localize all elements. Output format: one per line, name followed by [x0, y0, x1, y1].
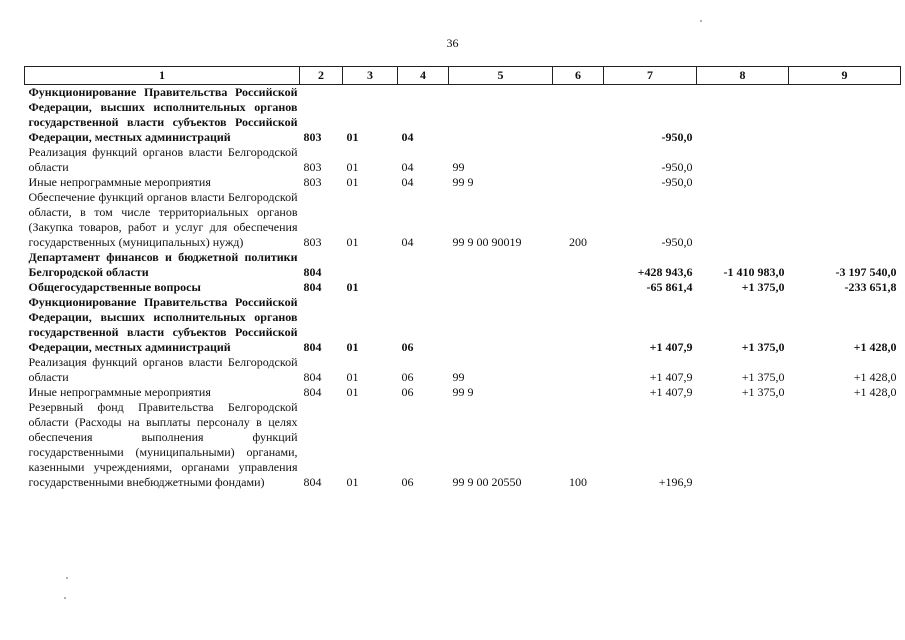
subsection-code — [398, 280, 449, 295]
amount-col7: +196,9 — [658, 475, 693, 489]
target-article-code: 99 — [452, 160, 465, 174]
amount-col9 — [789, 175, 901, 190]
admin-code: 804 — [303, 370, 322, 384]
admin-code: 804 — [303, 280, 322, 294]
table-body — [25, 85, 901, 491]
item-name: Реализация функций органов власти Белгородской области — [28, 145, 298, 174]
table-row — [25, 280, 901, 295]
amount-col9: -3 197 540,0 — [835, 265, 897, 279]
item-name: Департамент финансов и бюджетной политики Белгородской области — [28, 250, 298, 279]
section-code: 01 — [346, 340, 359, 354]
table-row — [25, 190, 901, 250]
expense-type-code — [553, 85, 604, 146]
amount-col9 — [789, 190, 901, 250]
amount-col8: +1 375,0 — [741, 340, 785, 354]
amount-col7: -950,0 — [661, 175, 693, 189]
column-header: 4 — [398, 67, 449, 85]
section-code: 01 — [346, 475, 359, 489]
expense-type-code: 200 — [569, 235, 587, 249]
subsection-code — [398, 250, 449, 280]
amount-col7: -950,0 — [661, 235, 693, 249]
amount-col7: -65 861,4 — [646, 280, 693, 294]
column-header: 6 — [553, 67, 604, 85]
amount-col7: +1 407,9 — [649, 340, 693, 354]
amount-col7: -950,0 — [661, 160, 693, 174]
amount-col8: +1 375,0 — [741, 385, 785, 399]
admin-code: 803 — [303, 130, 322, 144]
amount-col8: +1 375,0 — [741, 370, 785, 384]
column-header: 1 — [25, 67, 300, 85]
subsection-code: 06 — [401, 385, 414, 399]
amount-col8 — [697, 400, 789, 490]
section-code: 01 — [346, 130, 359, 144]
subsection-code: 06 — [401, 340, 414, 354]
page-number: 36 — [446, 36, 459, 50]
amount-col9: +1 428,0 — [853, 385, 897, 399]
table-row — [25, 175, 901, 190]
amount-col9 — [789, 85, 901, 146]
amount-col9: +1 428,0 — [853, 340, 897, 354]
table-row — [25, 400, 901, 490]
item-name: Функционирование Правительства Российской Федерации, высших исполнительных органов государственной власти субъектов Российской Федерации, местных администраций — [28, 85, 298, 144]
subsection-code: 04 — [401, 130, 414, 144]
admin-code: 804 — [303, 385, 322, 399]
scan-speck — [64, 597, 66, 599]
item-name: Иные непрограммные мероприятия — [28, 385, 211, 399]
column-header: 8 — [697, 67, 789, 85]
admin-code: 804 — [303, 340, 322, 354]
budget-table — [24, 66, 901, 490]
target-article-code: 99 9 00 90019 — [452, 235, 522, 249]
subsection-code: 06 — [401, 475, 414, 489]
expense-type-code — [553, 175, 604, 190]
item-name: Общегосударственные вопросы — [28, 280, 201, 294]
section-code: 01 — [346, 160, 359, 174]
subsection-code: 04 — [401, 160, 414, 174]
section-code — [343, 250, 398, 280]
target-article-code: 99 9 00 20550 — [452, 475, 522, 489]
amount-col8: -1 410 983,0 — [723, 265, 785, 279]
amount-col9 — [789, 145, 901, 175]
expense-type-code — [553, 355, 604, 385]
table-row — [25, 85, 901, 146]
admin-code: 804 — [303, 475, 322, 489]
scan-speck — [700, 20, 702, 22]
header-row — [25, 67, 901, 85]
amount-col8 — [697, 190, 789, 250]
expense-type-code — [553, 145, 604, 175]
item-name: Обеспечение функций органов власти Белгородской области, в том числе территориальных органов (Закупка товаров, работ и услуг для обеспечения государственных (муниципальных) нужд) — [28, 190, 298, 249]
amount-col7: -950,0 — [661, 130, 693, 144]
admin-code: 803 — [303, 175, 322, 189]
section-code: 01 — [346, 235, 359, 249]
expense-type-code — [553, 280, 604, 295]
column-header: 3 — [343, 67, 398, 85]
item-name: Иные непрограммные мероприятия — [28, 175, 211, 189]
amount-col9 — [789, 400, 901, 490]
item-name: Реализация функций органов власти Белгородской области — [28, 355, 298, 384]
amount-col7: +1 407,9 — [649, 370, 693, 384]
expense-type-code: 100 — [569, 475, 587, 489]
section-code: 01 — [346, 370, 359, 384]
section-code: 01 — [346, 175, 359, 189]
target-article-code: 99 9 — [452, 385, 474, 399]
table-row — [25, 385, 901, 400]
column-header: 2 — [300, 67, 343, 85]
amount-col9: +1 428,0 — [853, 370, 897, 384]
amount-col9: -233 651,8 — [844, 280, 897, 294]
amount-col8 — [697, 85, 789, 146]
admin-code: 803 — [303, 160, 322, 174]
target-article-code: 99 — [452, 370, 465, 384]
admin-code: 804 — [303, 265, 322, 279]
section-code: 01 — [346, 280, 359, 294]
item-name: Резервный фонд Правительства Белгородской области (Расходы на выплаты персоналу в целях обеспечения выполнения функций государственными (муниципальными) органами, казенными учреждениями, органами управления государственными внебюджетными фондами) — [28, 400, 298, 489]
table-row — [25, 250, 901, 280]
amount-col8 — [697, 145, 789, 175]
subsection-code: 04 — [401, 175, 414, 189]
column-header: 7 — [604, 67, 697, 85]
subsection-code: 04 — [401, 235, 414, 249]
expense-type-code — [553, 250, 604, 280]
expense-type-code — [553, 295, 604, 355]
target-article-code — [449, 280, 553, 295]
item-name: Функционирование Правительства Российской Федерации, высших исполнительных органов государственной власти субъектов Российской Федерации, местных администраций — [28, 295, 298, 354]
amount-col7: +1 407,9 — [649, 385, 693, 399]
table-row — [25, 145, 901, 175]
section-code: 01 — [346, 385, 359, 399]
target-article-code — [449, 250, 553, 280]
expense-type-code — [553, 385, 604, 400]
column-header: 9 — [789, 67, 901, 85]
target-article-code — [449, 295, 553, 355]
table-row — [25, 295, 901, 355]
amount-col7: +428 943,6 — [637, 265, 693, 279]
column-header: 5 — [449, 67, 553, 85]
admin-code: 803 — [303, 235, 322, 249]
target-article-code — [449, 85, 553, 146]
target-article-code: 99 9 — [452, 175, 474, 189]
amount-col8 — [697, 175, 789, 190]
table-row — [25, 355, 901, 385]
subsection-code: 06 — [401, 370, 414, 384]
amount-col8: +1 375,0 — [741, 280, 785, 294]
scan-speck — [66, 577, 68, 579]
